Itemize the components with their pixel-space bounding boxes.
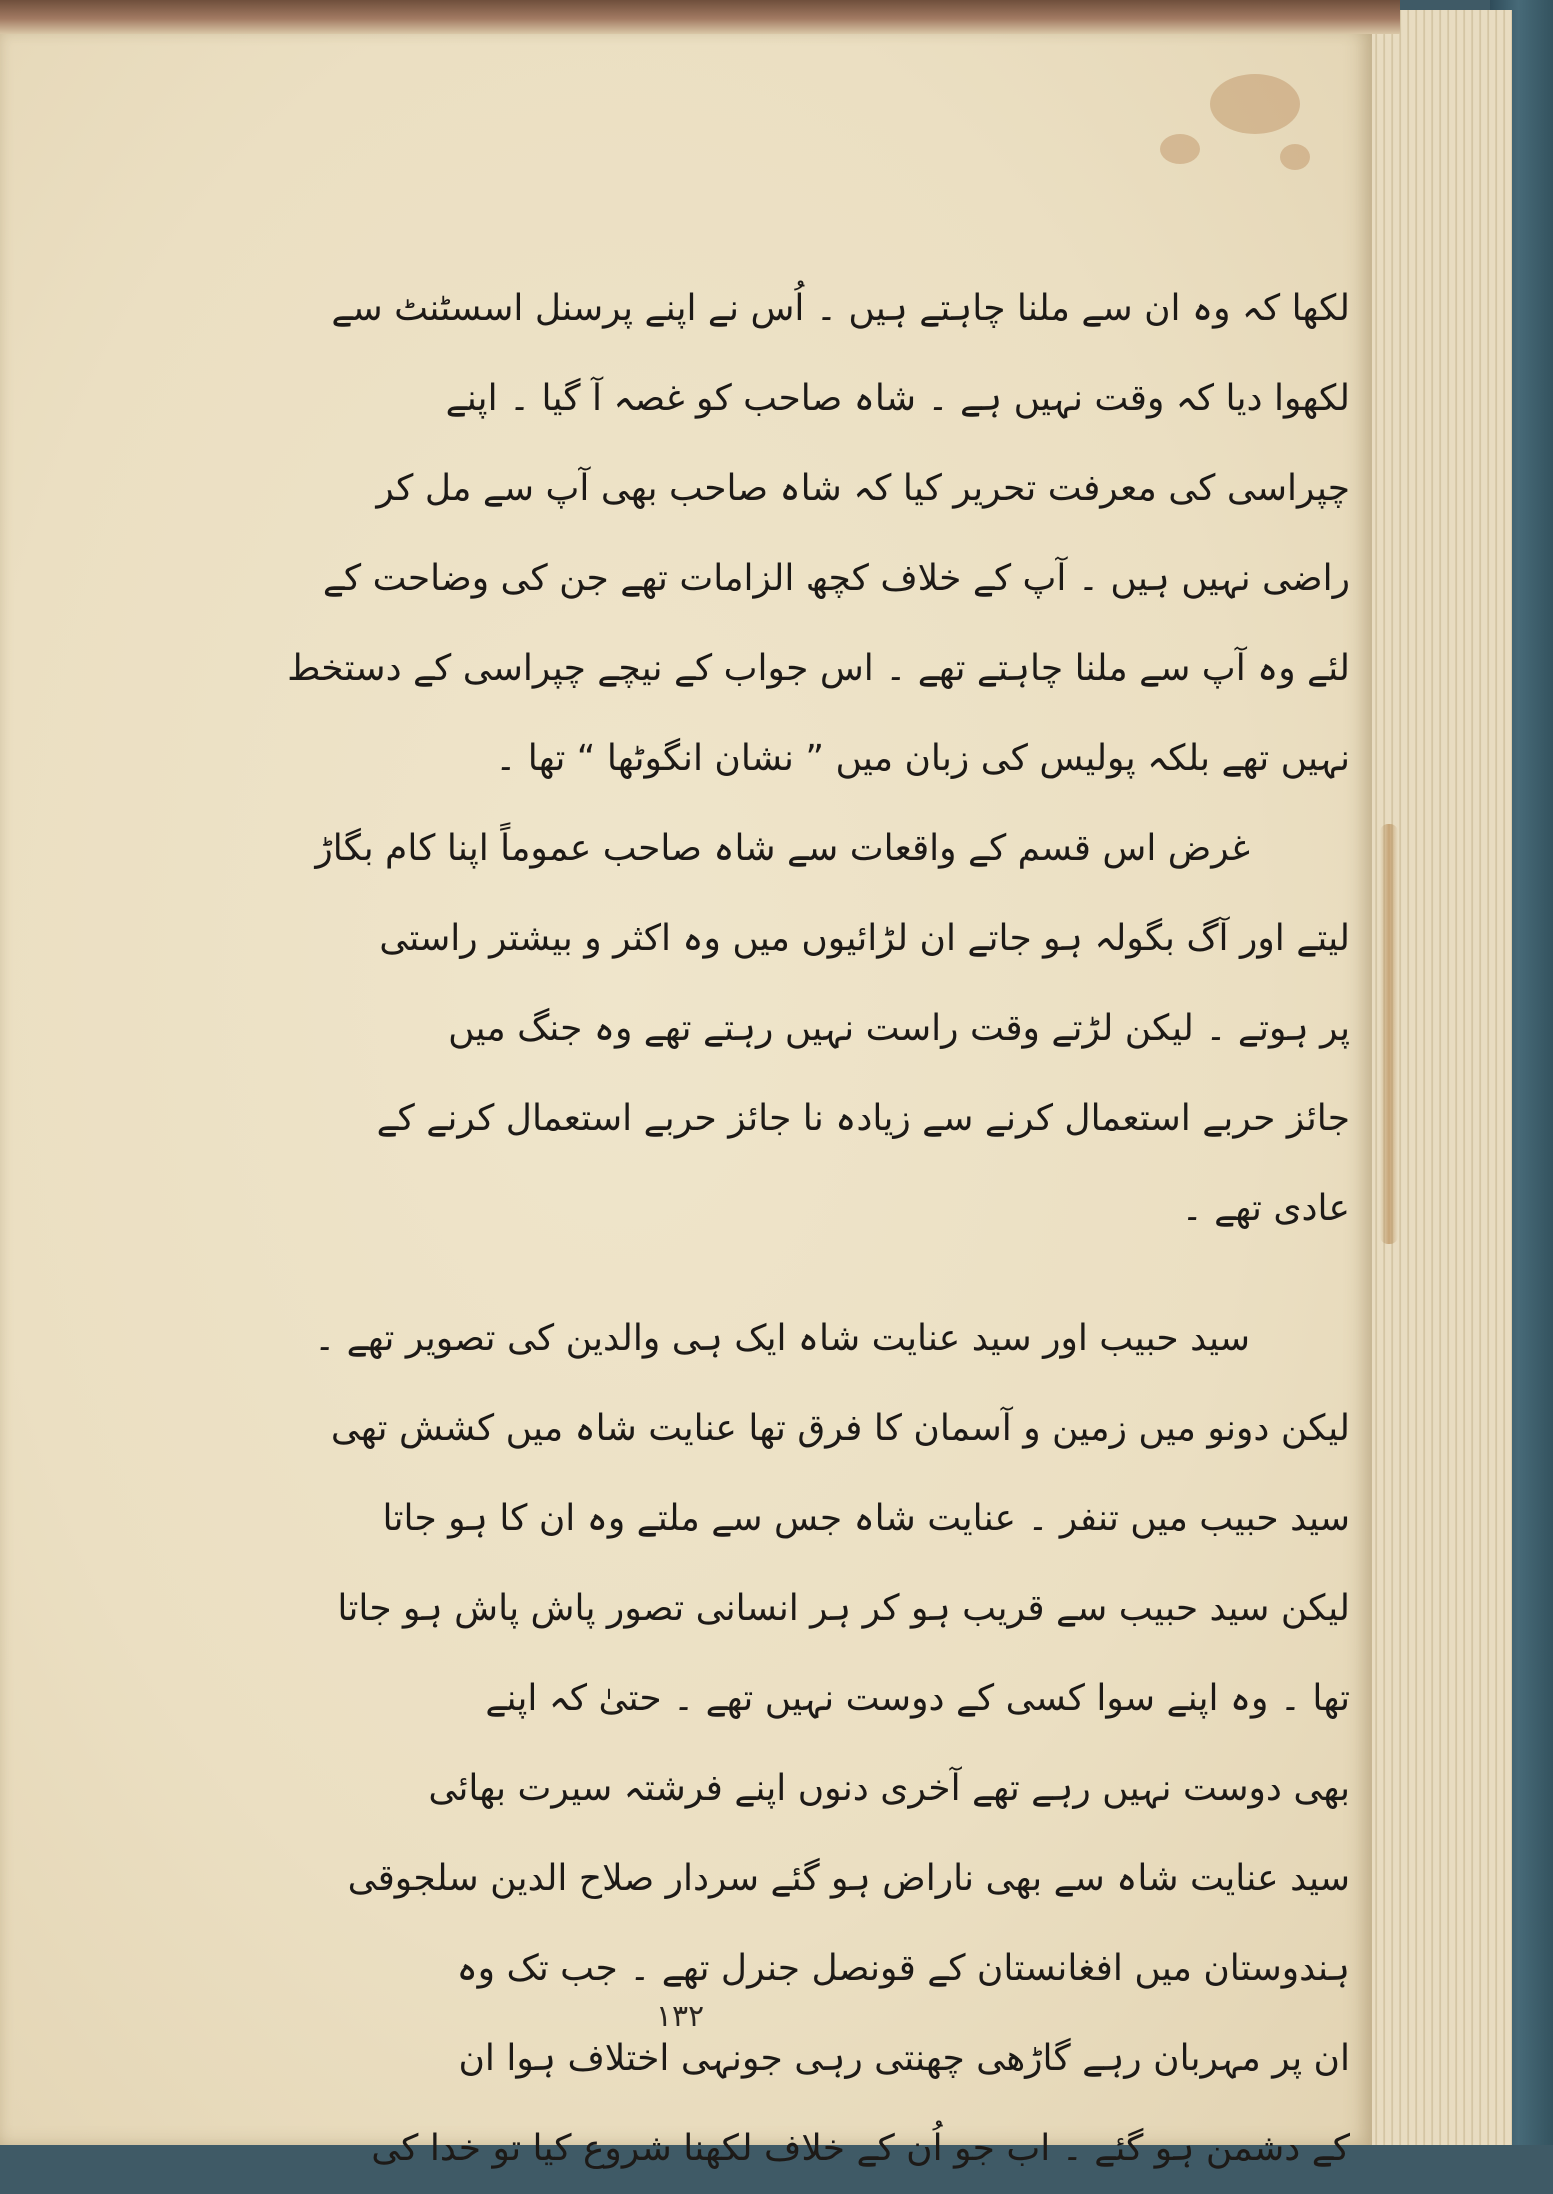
- text-line: لیکن دونو میں زمین و آسمان کا فرق تھا عنایت شاہ میں کشش تھی: [330, 1408, 1350, 1449]
- text-line: کے دشمن ہو گئے ۔ اب جو اُن کے خلاف لکھنا شروع کیا تو خدا کی: [371, 2128, 1350, 2169]
- text-line: نہیں تھے بلکہ پولیس کی زبان میں ” نشان انگوٹھا “ تھا ۔: [495, 738, 1350, 779]
- text-line: راضی نہیں ہیں ۔ آپ کے خلاف کچھ الزامات تھے جن کی وضاحت کے: [322, 558, 1350, 599]
- text-line: لئے وہ آپ سے ملنا چاہتے تھے ۔ اس جواب کے نیچے چپراسی کے دستخط: [287, 648, 1350, 689]
- book-page: [0, 24, 1372, 2169]
- top-shadow: [0, 0, 1400, 34]
- foxing-spot: [1160, 134, 1200, 164]
- text-line: غرض اس قسم کے واقعات سے شاہ صاحب عموماً اپنا کام بگاڑ: [315, 828, 1250, 869]
- text-line: لکھا کہ وہ ان سے ملنا چاہتے ہیں ۔ اُس نے اپنے پرسنل اسسٹنٹ سے: [331, 288, 1350, 329]
- foxing-spot: [1210, 74, 1300, 134]
- text-line: بھی دوست نہیں رہے تھے آخری دنوں اپنے فرشتہ سیرت بھائی: [428, 1768, 1350, 1809]
- text-line: تھا ۔ وہ اپنے سوا کسی کے دوست نہیں تھے ۔ حتیٰ کہ اپنے: [485, 1678, 1350, 1719]
- foxing-spot: [1280, 144, 1310, 170]
- paragraph-gap: [80, 1254, 1350, 1294]
- text-line: ہندوستان میں افغانستان کے قونصل جنرل تھے ۔ جب تک وہ: [456, 1948, 1350, 1989]
- text-line: لیتے اور آگ بگولہ ہو جاتے ان لڑائیوں میں وہ اکثر و بیشتر راستی: [379, 918, 1350, 959]
- text-line: عادی تھے ۔: [1181, 1188, 1350, 1229]
- text-line: لیکن سید حبیب سے قریب ہو کر ہر انسانی تصور پاش پاش ہو جاتا: [337, 1588, 1350, 1629]
- text-line: چپراسی کی معرفت تحریر کیا کہ شاہ صاحب بھی آپ سے مل کر: [376, 468, 1350, 509]
- text-line: پر ہوتے ۔ لیکن لڑتے وقت راست نہیں رہتے تھے وہ جنگ میں: [448, 1008, 1350, 1049]
- text-line: ان پر مہربان رہے گاڑھی چھنتی رہی جونہی اختلاف ہوا ان: [458, 2038, 1350, 2079]
- page-text: [80, 264, 1350, 2194]
- text-line: سید حبیب اور سید عنایت شاہ ایک ہی والدین کی تصویر تھے ۔: [314, 1318, 1250, 1359]
- text-line: جائز حربے استعمال کرنے سے زیادہ نا جائز حربے استعمال کرنے کے: [376, 1098, 1350, 1139]
- text-line: سید حبیب میں تنفر ۔ عنایت شاہ جس سے ملتے وہ ان کا ہو جاتا: [382, 1498, 1350, 1539]
- page-stain: [1380, 824, 1398, 1244]
- text-line: سید عنایت شاہ سے بھی ناراض ہو گئے سردار صلاح الدین سلجوقی: [347, 1858, 1350, 1899]
- text-line: لکھوا دیا کہ وقت نہیں ہے ۔ شاہ صاحب کو غصہ آ گیا ۔ اپنے: [445, 378, 1350, 419]
- page-number: ۱۳۲: [655, 1999, 705, 2034]
